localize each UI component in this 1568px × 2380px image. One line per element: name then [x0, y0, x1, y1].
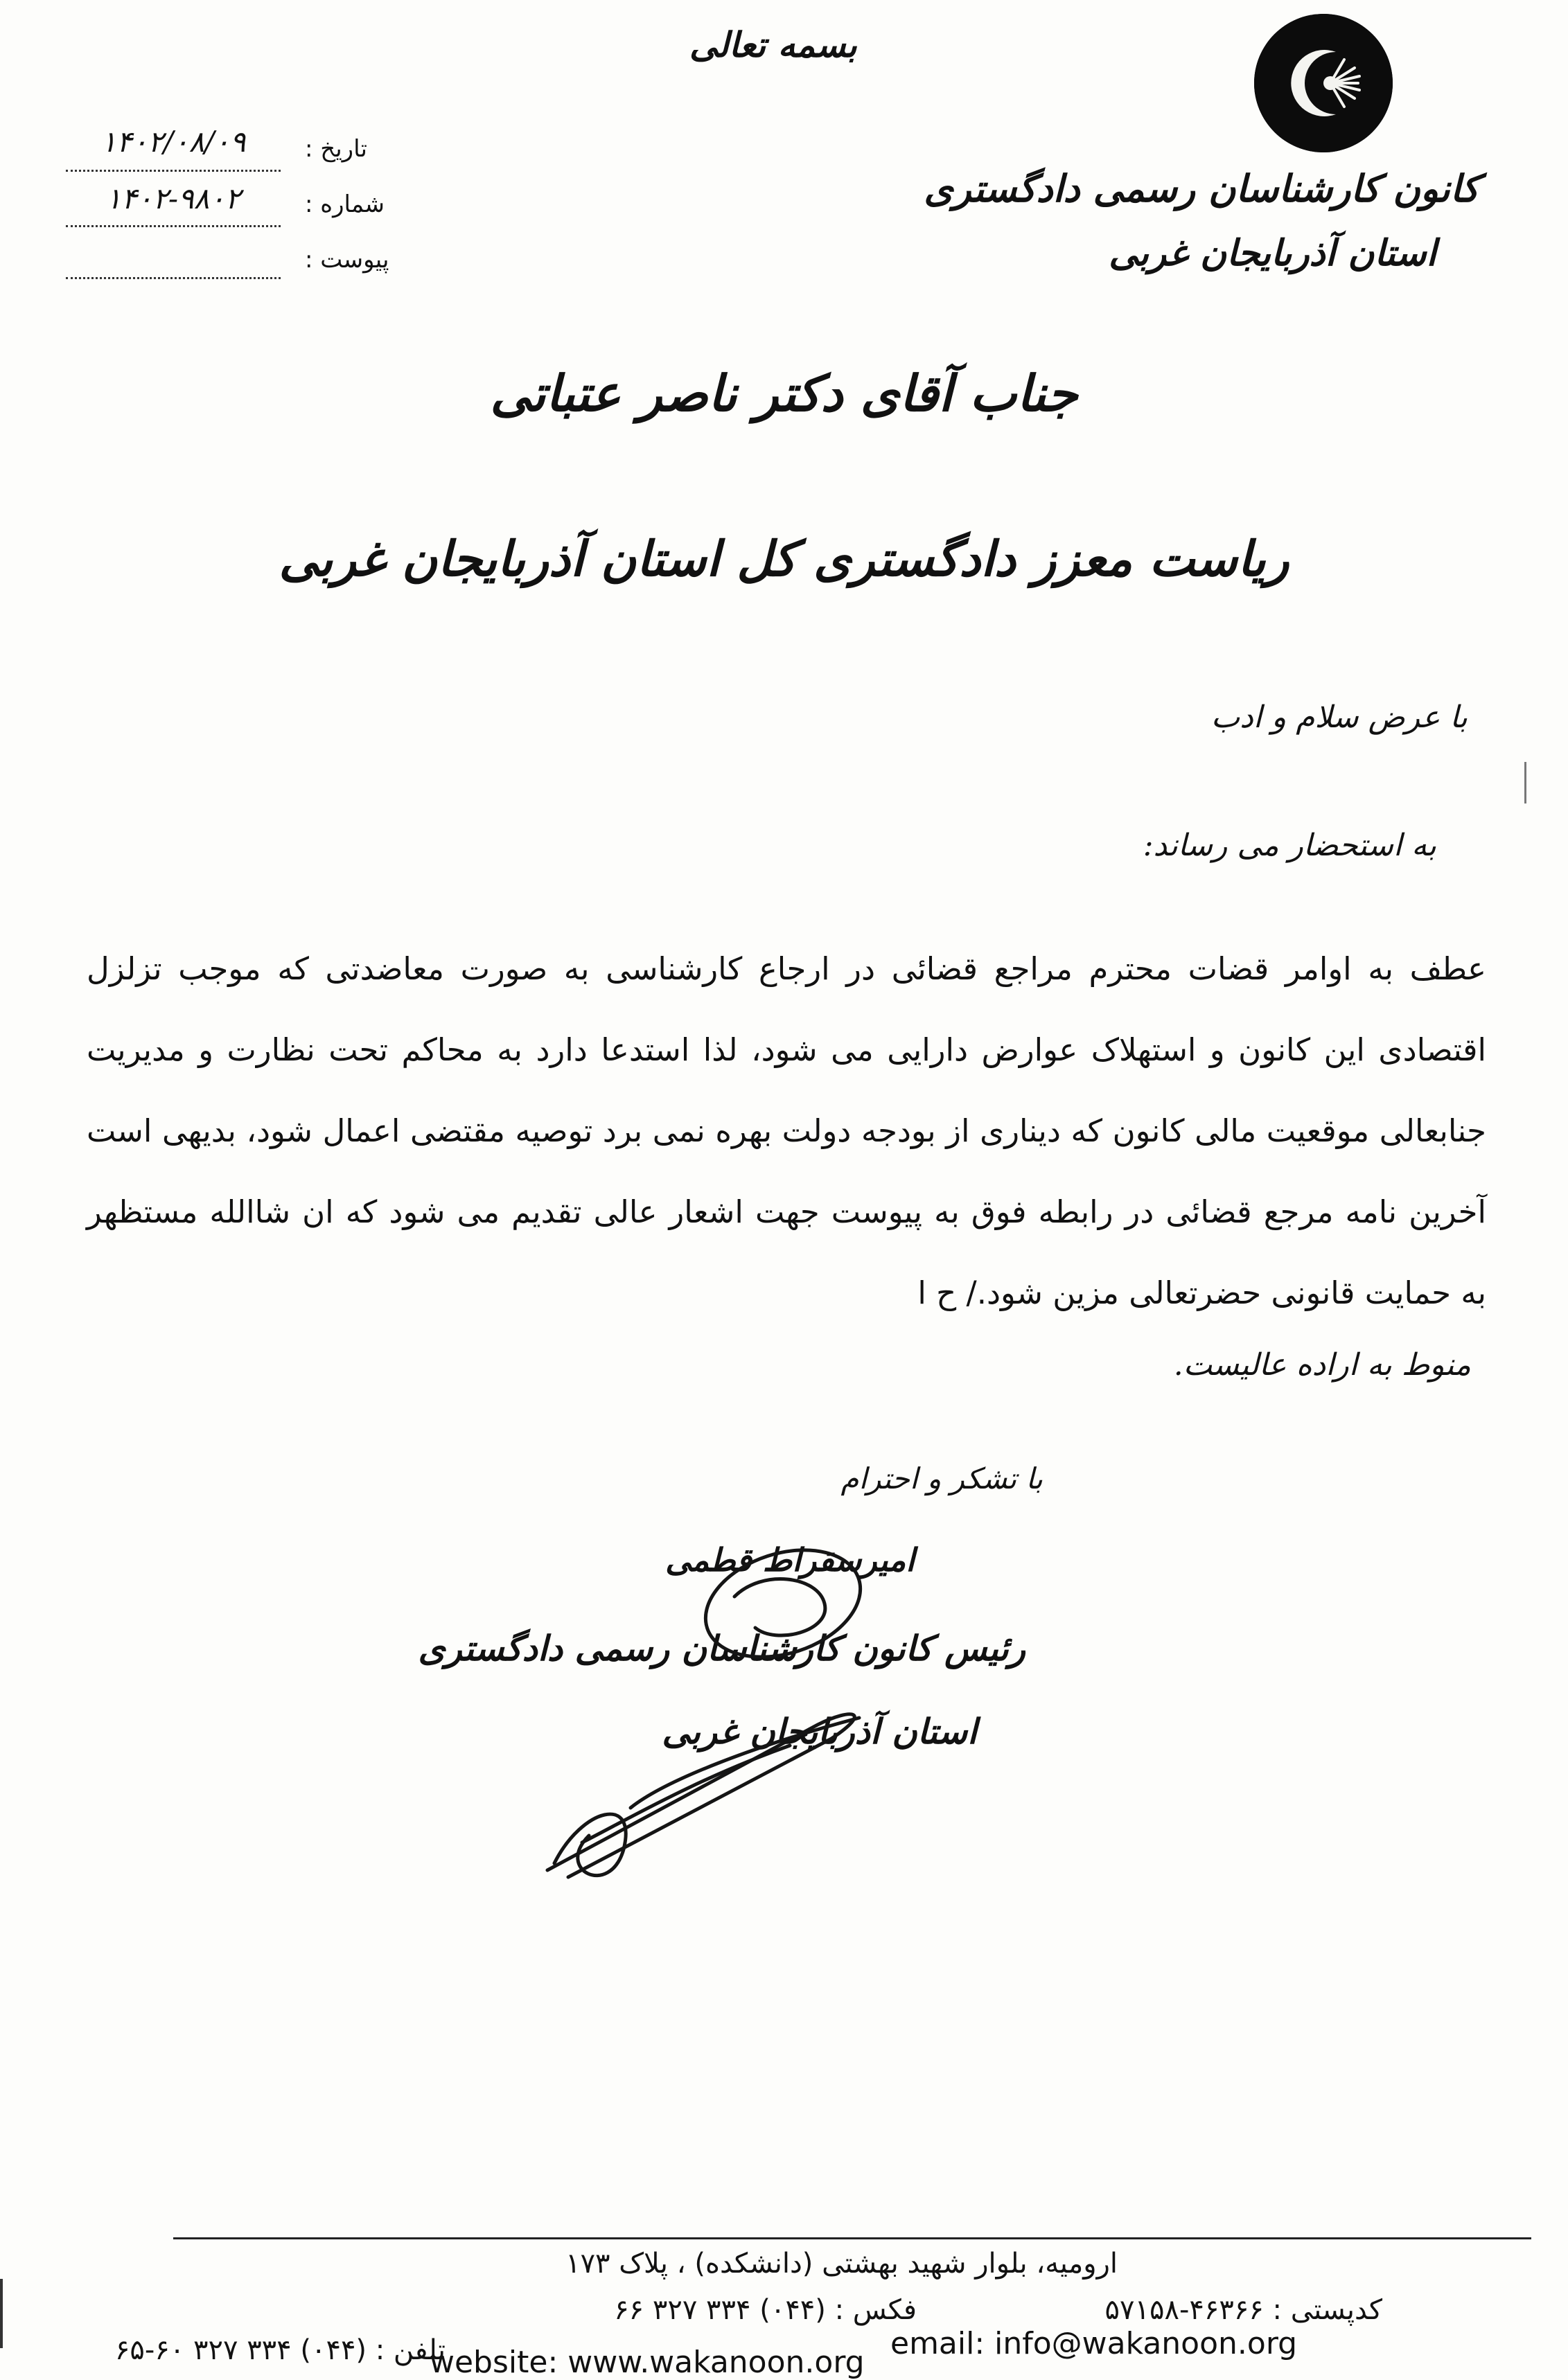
footer-divider: [173, 2237, 1531, 2239]
letter-body: عطف به اوامر قضات محترم مراجع قضائی در ارجاع کارشناسی به صورت معاضدتی که موجب تزلزل اقتصادی این کانون و استهلاک عوارض دارایی می شود، لذا استدعا دارد به محاکم تحت نظارت و مدیریت جنابعالی موقعیت مالی کانون که دیناری از بودجه دولت بهره نمی برد توصیه مقتضی اعمال شود، بدیهی است آخرین نامه مرجع قضائی در رابطه فوق به پیوست جهت اشعار عالی تقدیم می شود که ان شاالله مستظهر به حمایت قانونی حضرتعالی مزین شود./ ح ا: [87, 950, 1486, 1311]
scan-mark: [1524, 762, 1526, 803]
addressee-title: ریاست معزز دادگستری کل استان آذربایجان غربی: [279, 530, 1289, 587]
date-label: تاریخ :: [305, 135, 367, 163]
date-dotted-line: [66, 170, 281, 172]
addressee-name: جناب آقای دکتر ناصر عتباتی: [490, 364, 1078, 423]
organization-logo: [1254, 14, 1393, 152]
attachment-dotted-line: [66, 277, 281, 279]
footer-phone: تلفن : (۰۴۴) ۳۳۴ ۳۲۷ ۶۰-۶۵: [114, 2334, 446, 2366]
footer-email: email: info@wakanoon.org: [890, 2326, 1298, 2361]
organization-name: کانون کارشناسان رسمی دادگستری: [924, 166, 1479, 211]
organization-province: استان آذربایجان غربی: [1109, 232, 1436, 274]
signature-block: [418, 1420, 1150, 1891]
signatory-role: رئیس کانون کارشناسان رسمی دادگستری: [418, 1628, 1025, 1669]
invocation-text: بسمه تعالی: [689, 24, 857, 65]
number-value: ۱۴۰۲-۹۸۰۲: [105, 181, 241, 215]
number-label: شماره :: [305, 190, 385, 218]
attachment-label: پیوست :: [305, 246, 389, 274]
number-dotted-line: [66, 225, 281, 227]
footer-fax: فکس : (۰۴۴) ۳۳۴ ۳۲۷ ۶۶: [614, 2294, 917, 2326]
signatory-name: امیرسقراط قطمی: [665, 1541, 915, 1579]
closing-remark: منوط به اراده عالیست.: [1173, 1347, 1471, 1383]
scan-edge-mark: [0, 2279, 3, 2348]
salutation: با عرض سلام و ادب: [1210, 700, 1468, 735]
footer-address: ارومیه، بلوار شهید بهشتی (دانشکده) ، پلاک ۱۷۳: [565, 2248, 1118, 2280]
handwritten-signature-icon: [527, 1420, 1150, 1891]
regards-text: با تشکر و احترام: [840, 1462, 1043, 1495]
footer-website: website: www.wakanoon.org: [430, 2345, 865, 2380]
letter-intro: به استحضار می رساند:: [1143, 828, 1436, 863]
crescent-sunburst-icon: [1254, 14, 1393, 152]
footer-postal-code: کدپستی : ۴۶۳۶۶-۵۷۱۵۸: [1104, 2294, 1382, 2326]
date-value: ۱۴۰۲/۰۸/۰۹: [100, 125, 246, 159]
signatory-province: استان آذربایجان غربی: [662, 1711, 977, 1752]
